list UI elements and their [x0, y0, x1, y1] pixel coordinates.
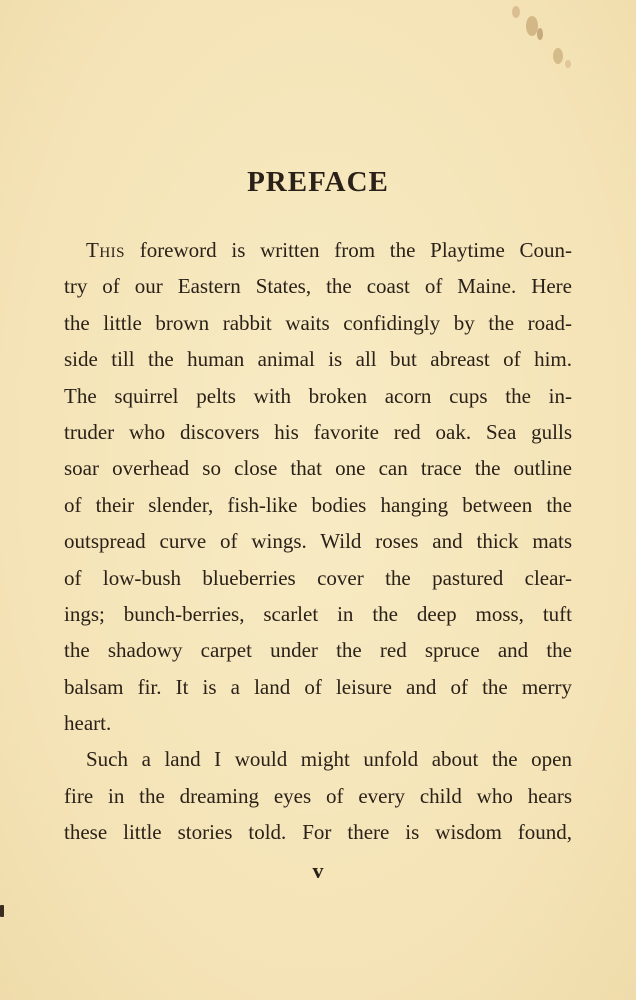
- text-line: the little brown rabbit waits confidingly by the road-: [64, 310, 572, 335]
- page-title: PREFACE: [247, 166, 389, 198]
- text-line: try of our Eastern States, the coast of Maine. Here: [64, 274, 572, 299]
- text-line: Such a land I would might unfold about the open: [86, 747, 572, 772]
- text-line: truder who discovers his favorite red oak. Sea gulls: [64, 419, 572, 444]
- edge-mark: [0, 905, 4, 917]
- text-line: of their slender, fish-like bodies hanging between the: [64, 492, 572, 517]
- text-line: these little stories told. For there is wisdom found,: [64, 820, 572, 845]
- text-line: the shadowy carpet under the red spruce and the: [64, 638, 572, 663]
- text-line: The squirrel pelts with broken acorn cups the in-: [64, 383, 572, 408]
- drop-word: This: [86, 238, 125, 262]
- text-line: balsam fir. It is a land of leisure and of the merry: [64, 674, 572, 699]
- text-line: ings; bunch-berries, scarlet in the deep moss, tuft: [64, 601, 572, 626]
- text-line: This foreword is written from the Playtime Coun-: [86, 238, 572, 262]
- page-stain-mark: [496, 4, 576, 74]
- page-number: v: [312, 858, 324, 883]
- text-line: outspread curve of wings. Wild roses and thick mats: [64, 529, 572, 554]
- text-line: of low-bush blueberries cover the pastured clear-: [64, 565, 572, 590]
- text-line: soar overhead so close that one can trace the outline: [64, 456, 572, 481]
- text-line: fire in the dreaming eyes of every child who hears: [64, 783, 572, 808]
- preface-text: [64, 232, 572, 851]
- text-line: heart.: [64, 711, 112, 736]
- text-line: side till the human animal is all but abreast of him.: [64, 347, 572, 372]
